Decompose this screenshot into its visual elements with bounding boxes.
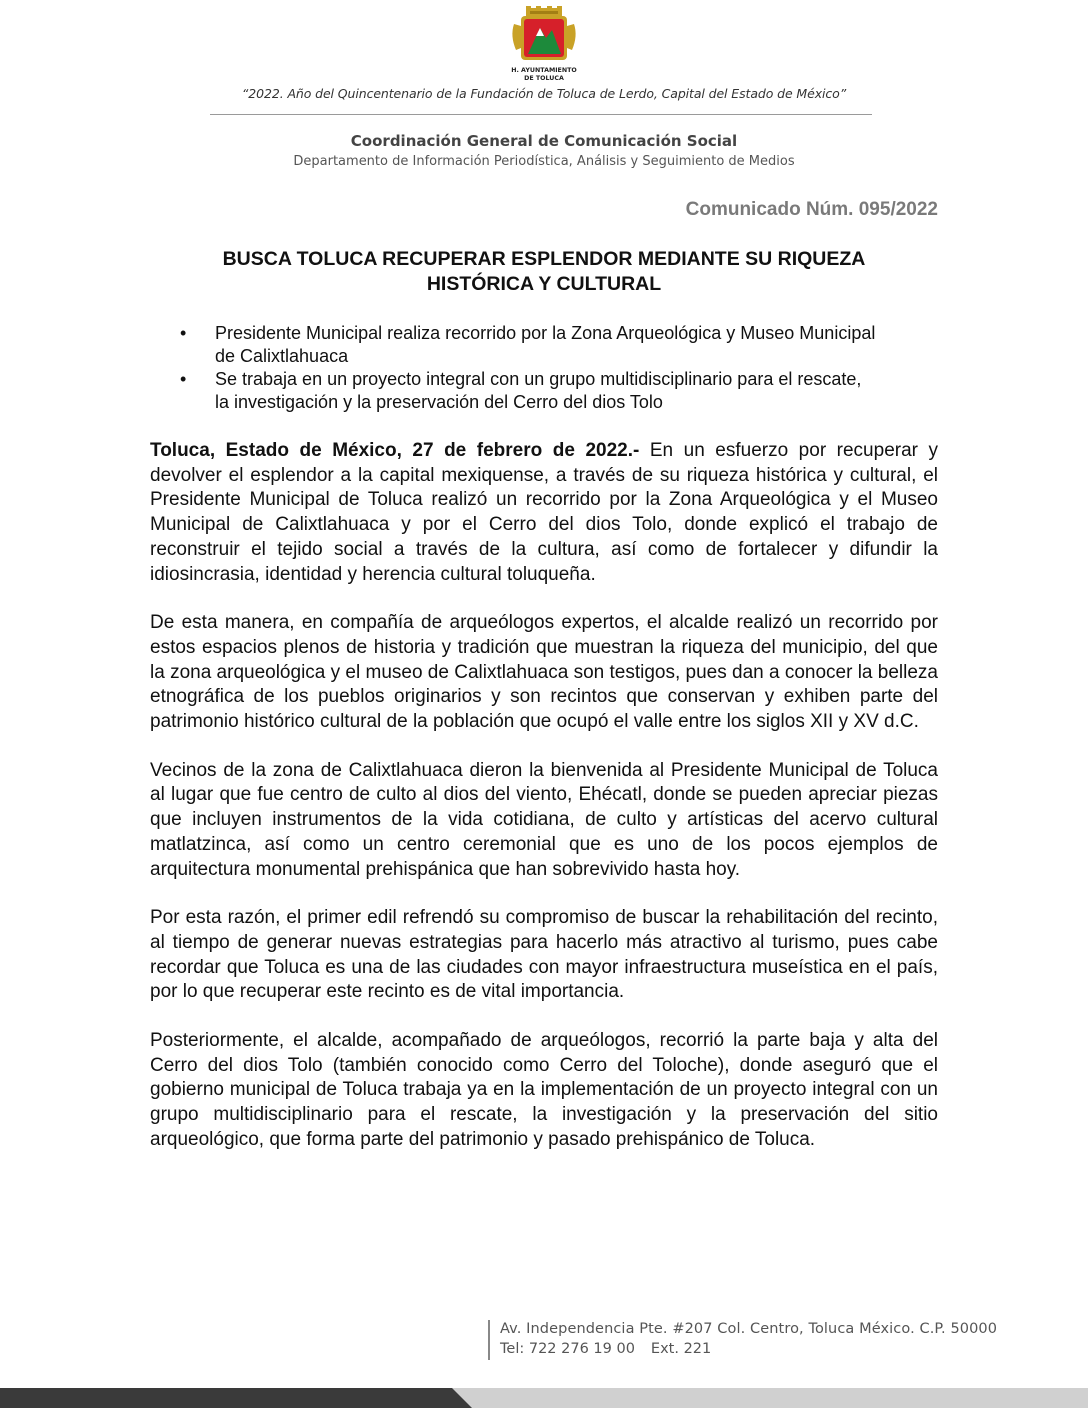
bullet-line: de Calixtlahuaca (215, 346, 349, 366)
footer-band (0, 1388, 1088, 1408)
bullet-line: Se trabaja en un proyecto integral con un grupo multidisciplinario para el rescate, (215, 369, 862, 389)
logo-caption-line2: DE TOLUCA (524, 75, 564, 82)
bullet-item (178, 322, 938, 368)
paragraph-4: Por esta razón, el primer edil refrendó su compromiso de buscar la rehabilitación del recinto, al tiempo de generar nuevas estrategias para hacerlo más atractivo al turismo, pues cabe recordar que Toluca es una de las ciudades con mayor infraestructura museística en el país, por lo que recuperar este recinto es de vital importancia. (150, 907, 938, 1003)
article-body (150, 439, 938, 1177)
bullet-icon: • (180, 323, 187, 343)
dateline: Toluca, Estado de México, 27 de febrero de 2022.- (150, 440, 640, 461)
footer-divider (488, 1320, 490, 1360)
communique-number: Comunicado Núm. 095/2022 (685, 199, 938, 220)
footer-phone-number: Tel: 722 276 19 00 (500, 1341, 635, 1357)
headline-line-2: HISTÓRICA Y CULTURAL (426, 273, 662, 295)
headline-line-1: BUSCA TOLUCA RECUPERAR ESPLENDOR MEDIANTE SU RIQUEZA (222, 248, 866, 270)
year-motto: “2022. Año del Quincentenario de la Fundación de Toluca de Lerdo, Capital del Estado de México” (241, 86, 847, 101)
toluca-coat-of-arms-logo (506, 6, 582, 84)
department-subtitle: Departamento de Información Periodística, Análisis y Seguimiento de Medios (293, 154, 795, 169)
paragraph-3: Vecinos de la zona de Calixtlahuaca dieron la bienvenida al Presidente Municipal de Toluca al lugar que fue centro de culto al dios del viento, Ehécatl, donde se pueden apreciar piezas que incluyen instrumentos de la vida cotidiana, de culto y artísticas del acervo cultural matlatzinca, así como un centro ceremonial que es uno de los pocos ejemplos de arquitectura monumental prehispánica que han sobrevivido hasta hoy. (150, 759, 938, 880)
footer-extension: Ext. 221 (650, 1341, 712, 1357)
bullet-line: la investigación y la preservación del Cerro del dios Tolo (215, 392, 663, 412)
paragraph-1-text: En un esfuerzo por recuperar y devolver el esplendor a la capital mexiquense, a través de su riqueza histórica y cultural, el Presidente Municipal de Toluca realizó un recorrido por la Zona Arqueológica y el Museo Municipal de Calixtlahuaca y por el Cerro del dios Tolo, donde explicó el trabajo de reconstruir el tejido social a través de la cultura, así como de fortalecer y difundir la idiosincrasia, identidad y herencia cultural toluqueña. (150, 440, 939, 585)
header-divider (210, 114, 872, 115)
paragraph-5: Posteriormente, el alcalde, acompañado de arqueólogos, recorrió la parte baja y alta del Cerro del dios Tolo (también conocido como Cerro del Toloche), donde aseguró que el gobierno municipal de Toluca trabaja ya en la implementación de un proyecto integral con un grupo multidisciplinario para el rescate, la investigación y la preservación del sitio arqueológico, que forma parte del patrimonio y pasado prehispánico de Toluca. (150, 1030, 938, 1150)
footer-address: Av. Independencia Pte. #207 Col. Centro, Toluca México. C.P. 50000 (500, 1321, 998, 1337)
crown-icon (526, 6, 562, 17)
headline (150, 247, 938, 297)
bullet-line: Presidente Municipal realiza recorrido por la Zona Arqueológica y Museo Municipal (215, 323, 876, 343)
bullet-icon: • (180, 369, 187, 389)
paragraph-1 (150, 439, 938, 587)
organization-title: Coordinación General de Comunicación Social (350, 132, 738, 150)
bullet-item (178, 368, 938, 414)
paragraph-2: De esta manera, en compañía de arqueólogos expertos, el alcalde realizó un recorrido por estos espacios plenos de historia y tradición que muestran la riqueza del municipio, del que la zona arqueológica y el museo de Calixtlahuaca son testigos, pues dan a conocer la belleza etnográfica de los pueblos originarios y son recintos que conservan y exhiben parte del patrimonio histórico cultural de la población que ocupó el valle entre los siglos XII y XV d.C. (150, 612, 938, 733)
footer-phone (500, 1341, 711, 1357)
summary-bullets (178, 322, 938, 414)
logo-caption-line1: H. AYUNTAMIENTO (511, 67, 577, 74)
